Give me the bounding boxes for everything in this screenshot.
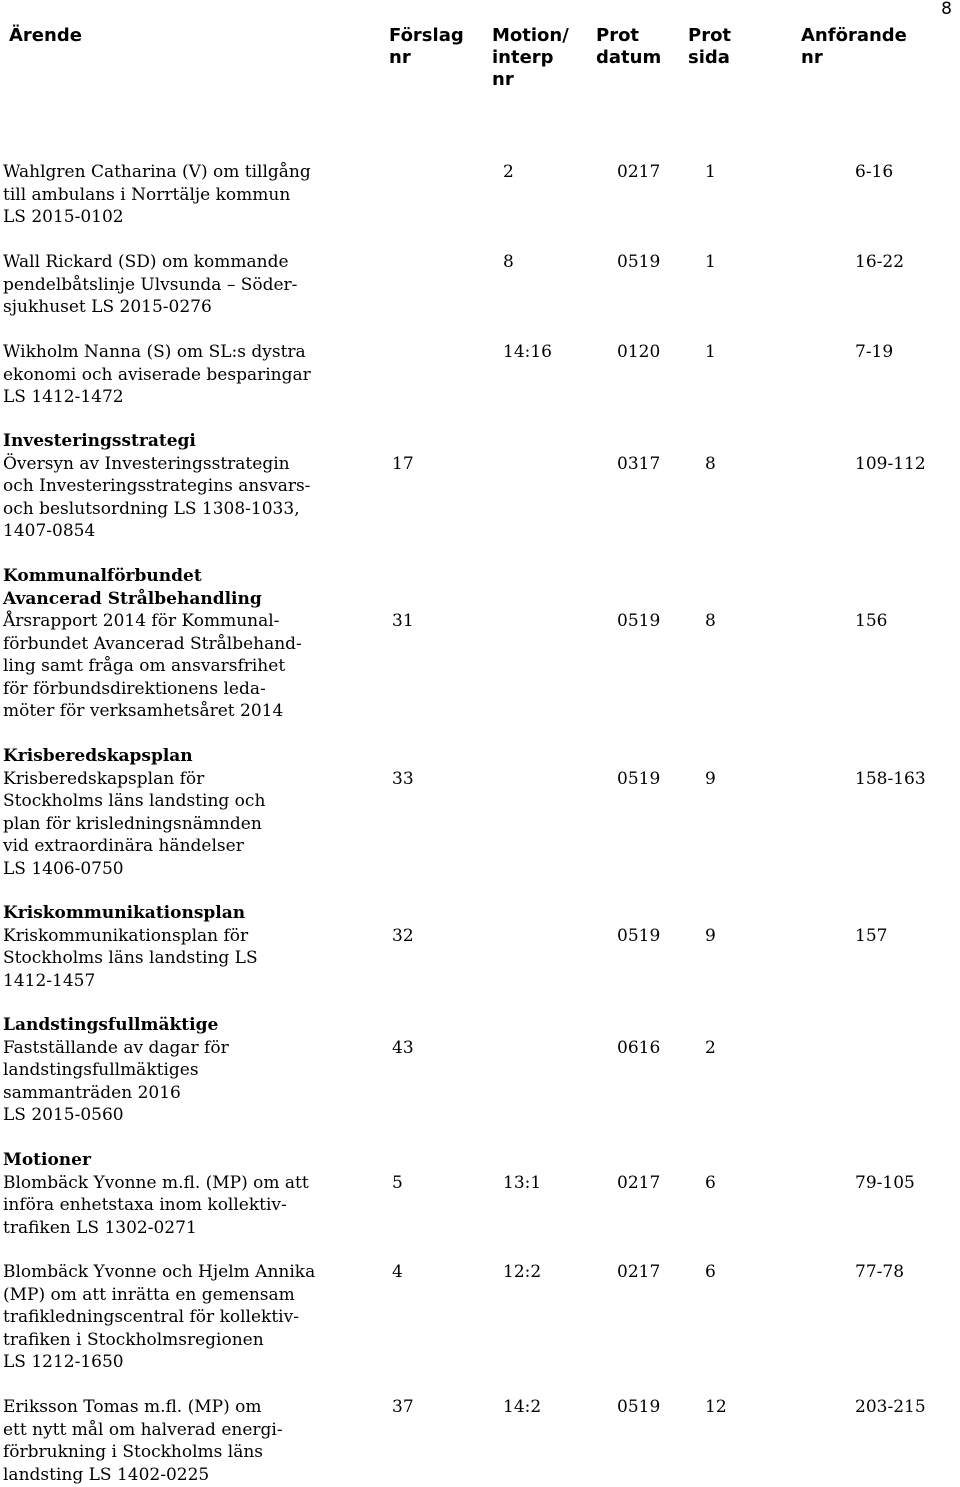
list-item — [3, 565, 333, 723]
header-line: Prot — [596, 25, 640, 46]
motion-number: 14:2 — [503, 1397, 542, 1417]
page-number: 8 — [941, 0, 952, 19]
entry-text-line: till ambulans i Norrtälje kommun — [3, 184, 291, 205]
header-prot-sida — [688, 25, 731, 69]
protocol-date: 0120 — [617, 342, 661, 362]
entry-description — [3, 1261, 333, 1374]
header-line: nr — [389, 47, 411, 68]
entry-description — [3, 1149, 333, 1239]
forslag-number: 17 — [392, 453, 414, 474]
forslag-number: 4 — [392, 1262, 403, 1282]
speech-number: 157 — [855, 925, 888, 946]
header-forslag-nr — [389, 25, 464, 69]
protocol-date: 0616 — [617, 1037, 661, 1058]
entry-text-line: 1412-1457 — [3, 970, 96, 991]
list-item — [3, 251, 333, 319]
protocol-page: 2 — [705, 1037, 716, 1058]
entry-description — [3, 565, 333, 723]
entry-text-line: landsting LS 1402-0225 — [3, 1464, 210, 1485]
forslag-number: 43 — [392, 1037, 414, 1058]
entry-text-line: LS 1412-1472 — [3, 387, 124, 407]
speech-number: 203-215 — [855, 1397, 926, 1417]
entry-text-line: Blombäck Yvonne och Hjelm Annika — [3, 1262, 316, 1282]
protocol-date: 0217 — [617, 1262, 661, 1282]
entry-text-line: för förbundsdirektionens leda- — [3, 678, 266, 699]
list-item — [3, 341, 333, 409]
protocol-date: 0217 — [617, 162, 661, 182]
protocol-page: 8 — [705, 611, 716, 631]
speech-number: 158-163 — [855, 768, 926, 789]
list-item — [3, 1149, 333, 1239]
motion-number: 13:1 — [503, 1172, 542, 1193]
entry-text-line: Stockholms läns landsting och — [3, 791, 266, 811]
entry-description — [3, 161, 333, 229]
protocol-page: 1 — [705, 342, 716, 362]
entry-text-line: och Investeringsstrategins ansvars- — [3, 476, 311, 496]
protocol-date: 0519 — [617, 252, 661, 272]
forslag-number: 5 — [392, 1172, 403, 1193]
entry-text-line: Wall Rickard (SD) om kommande — [3, 252, 289, 272]
speech-number: 77-78 — [855, 1262, 905, 1282]
header-prot-datum — [596, 25, 661, 69]
header-line: Förslag — [389, 25, 464, 46]
entry-text-line: (MP) om att inrätta en gemensam — [3, 1284, 295, 1305]
entry-description — [3, 430, 333, 543]
header-arende — [9, 25, 82, 47]
list-item — [3, 902, 333, 992]
entry-text-line: LS 2015-0560 — [3, 1105, 124, 1125]
entry-text-line: Wahlgren Catharina (V) om tillgång — [3, 162, 311, 182]
speech-number: 109-112 — [855, 453, 926, 474]
header-line: nr — [801, 47, 823, 68]
list-item — [3, 161, 333, 229]
speech-number: 6-16 — [855, 162, 894, 182]
section-title: Kommunalförbundet Avancerad Strålbehandling — [3, 566, 262, 609]
entry-text-line: LS 1406-0750 — [3, 858, 124, 879]
entry-description — [3, 251, 333, 319]
header-line: Motion/ — [492, 25, 569, 46]
protocol-date: 0519 — [617, 611, 661, 631]
header-line: interp — [492, 47, 554, 68]
list-item — [3, 745, 333, 880]
entry-text-line: införa enhetstaxa inom kollektiv- — [3, 1195, 287, 1215]
entry-text-line: Stockholms läns landsting LS — [3, 948, 258, 968]
protocol-date: 0519 — [617, 925, 661, 946]
list-item — [3, 1261, 333, 1374]
header-motion-interp-nr — [492, 25, 569, 91]
entry-text-line: Blombäck Yvonne m.fl. (MP) om att — [3, 1172, 309, 1193]
entry-text-line: plan för krisledningsnämnden — [3, 813, 262, 834]
protocol-page: 9 — [705, 925, 716, 946]
entry-description — [3, 341, 333, 409]
motion-number: 14:16 — [503, 342, 552, 362]
forslag-number: 33 — [392, 768, 414, 789]
section-title: Motioner — [3, 1150, 91, 1170]
header-line: Prot — [688, 25, 732, 46]
entry-text-line: pendelbåtslinje Ulvsunda – Söder- — [3, 274, 298, 295]
entry-text-line: Översyn av Investeringsstrategin — [3, 453, 290, 474]
entry-text-line: förbundet Avancerad Strålbehand- — [3, 633, 302, 654]
protocol-page: 1 — [705, 162, 716, 182]
protocol-page: 9 — [705, 768, 716, 789]
list-item — [3, 1396, 333, 1486]
motion-number: 8 — [503, 252, 514, 272]
entry-text-line: Årsrapport 2014 för Kommunal- — [3, 611, 280, 631]
entry-text-line: och beslutsordning LS 1308-1033, — [3, 498, 300, 519]
entry-text-line: 1407-0854 — [3, 521, 96, 541]
header-line: Ärende — [9, 25, 82, 46]
section-title: Landstingsfullmäktige — [3, 1015, 219, 1035]
forslag-number: 32 — [392, 925, 414, 946]
protocol-date: 0217 — [617, 1172, 661, 1193]
protocol-page: 1 — [705, 252, 716, 272]
entry-text-line: ekonomi och aviserade besparingar — [3, 364, 311, 385]
entry-text-line: vid extraordinära händelser — [3, 836, 244, 856]
forslag-number: 37 — [392, 1397, 414, 1417]
entry-text-line: Krisberedskapsplan för — [3, 768, 205, 789]
entry-text-line: sammanträden 2016 — [3, 1082, 181, 1103]
protocol-date: 0519 — [617, 1397, 661, 1417]
forslag-number: 31 — [392, 611, 414, 631]
section-title: Krisberedskapsplan — [3, 746, 193, 766]
motion-number: 12:2 — [503, 1262, 542, 1282]
speech-number: 7-19 — [855, 342, 894, 362]
header-anforande-nr — [801, 25, 907, 69]
protocol-page: 8 — [705, 453, 716, 474]
entry-text-line: trafiken LS 1302-0271 — [3, 1217, 197, 1238]
entry-text-line: trafikledningscentral för kollektiv- — [3, 1307, 299, 1327]
entry-description — [3, 902, 333, 992]
header-line: datum — [596, 47, 662, 68]
entry-description — [3, 1014, 333, 1127]
entry-text-line: trafiken i Stockholmsregionen — [3, 1329, 264, 1350]
protocol-page: 6 — [705, 1262, 716, 1282]
entry-text-line: Wikholm Nanna (S) om SL:s dystra — [3, 342, 306, 362]
motion-number: 2 — [503, 162, 514, 182]
header-line: sida — [688, 47, 730, 68]
list-item — [3, 430, 333, 543]
entry-text-line: LS 1212-1650 — [3, 1352, 124, 1372]
entry-text-line: ling samt fråga om ansvarsfrihet — [3, 656, 286, 676]
entry-text-line: Fastställande av dagar för — [3, 1037, 229, 1058]
entry-text-line: LS 2015-0102 — [3, 207, 124, 227]
entry-text-line: sjukhuset LS 2015-0276 — [3, 297, 212, 317]
list-item — [3, 1014, 333, 1127]
entry-text-line: möter för verksamhetsåret 2014 — [3, 701, 284, 721]
section-title: Kriskommunikationsplan — [3, 903, 246, 923]
entry-text-line: Kriskommunikationsplan för — [3, 925, 249, 946]
header-line: nr — [492, 69, 514, 90]
entry-text-line: ett nytt mål om halverad energi- — [3, 1419, 283, 1440]
protocol-date: 0519 — [617, 768, 661, 789]
speech-number: 16-22 — [855, 252, 905, 272]
protocol-date: 0317 — [617, 453, 661, 474]
entry-description — [3, 1396, 333, 1486]
section-title: Investeringsstrategi — [3, 431, 196, 451]
entry-text-line: förbrukning i Stockholms läns — [3, 1442, 264, 1462]
entry-text-line: landstingsfullmäktiges — [3, 1060, 199, 1080]
speech-number: 156 — [855, 611, 888, 631]
header-line: Anförande — [801, 25, 907, 46]
entry-text-line: Eriksson Tomas m.fl. (MP) om — [3, 1397, 262, 1417]
protocol-page: 6 — [705, 1172, 716, 1193]
speech-number: 79-105 — [855, 1172, 915, 1193]
protocol-page: 12 — [705, 1397, 727, 1417]
entry-description — [3, 745, 333, 880]
